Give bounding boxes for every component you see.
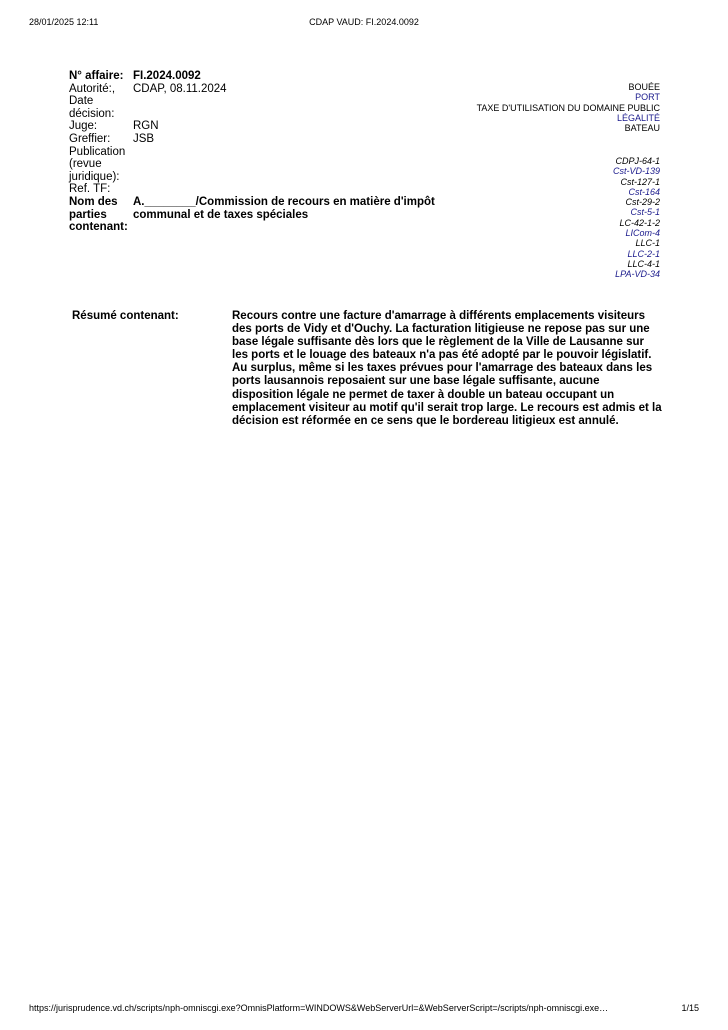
- norm-link[interactable]: Cst-164: [628, 186, 660, 197]
- keyword-item: TAXE D'UTILISATION DU DOMAINE PUBLIC: [476, 102, 660, 113]
- meta-row-parties: [69, 196, 443, 234]
- judge-value: RGN: [133, 120, 159, 133]
- meta-row-case-number: [69, 70, 443, 83]
- print-url: https://jurisprudence.vd.ch/scripts/nph-omniscgi.exe?OmnisPlatform=WINDOWS&WebServerUrl=&WebServerScript=/scripts/nph-omniscgi.exe…: [29, 1003, 609, 1013]
- case-metadata: [69, 70, 443, 234]
- norm-item: Cst-127-1: [620, 176, 660, 187]
- ref-tf-value: [133, 183, 443, 196]
- clerk-value: JSB: [133, 132, 155, 145]
- case-number-label: N° affaire:: [69, 70, 124, 82]
- legal-norms-list: [613, 156, 660, 280]
- clerk-label: Greffier:: [69, 132, 111, 145]
- meta-row-authority: [69, 83, 443, 96]
- meta-row-publication: [69, 146, 443, 184]
- norm-link[interactable]: LPA-VD-34: [615, 269, 660, 280]
- keyword-link[interactable]: LÉGALITÉ: [616, 112, 660, 123]
- summary-text: Recours contre une facture d'amarrage à différents emplacements visiteurs des ports de Vidy et d'Ouchy. La facturation litigieuse ne repose pas sur une base légale suffisante dès lors que le règlement de la Ville de Lausanne sur les ports et le louage des bateaux n'a pas été adopté par le pouvoir législatif. Au surplus, même si les taxes prévues pour l'amarrage des bateaux dans les ports lausannois reposaient sur une base légale suffisante, aucune disposition légale ne permet de taxer à double un bateau occupant un emplacement visiteur au motif qu'il serait trop large. Le recours est admis et la décision est réformée en ce sens que le bordereau litigieux est annulé.: [232, 310, 662, 427]
- norm-item: Cst-29-2: [625, 197, 660, 208]
- judge-label: Juge:: [69, 120, 98, 133]
- norm-link[interactable]: Cst-5-1: [630, 207, 660, 218]
- keyword-item: BOUÉE: [628, 82, 660, 92]
- print-title: CDAP VAUD: FI.2024.0092: [309, 17, 419, 27]
- meta-row-judge: [69, 120, 443, 133]
- norm-item: CDPJ-64-1: [615, 156, 660, 166]
- publication-label: Publication (revue juridique):: [69, 145, 126, 183]
- authority-label: Autorité:,: [69, 82, 116, 95]
- norm-link[interactable]: LICom-4: [625, 228, 660, 239]
- decision-date-label: Date décision:: [69, 95, 115, 120]
- norm-item: LC-42-1-2: [619, 217, 660, 228]
- keyword-list: [477, 82, 660, 133]
- norm-link[interactable]: Cst-VD-139: [612, 166, 660, 177]
- ref-tf-label: Ref. TF:: [69, 183, 111, 196]
- decision-date-value: [133, 95, 443, 120]
- parties-label: Nom des parties contenant:: [69, 195, 128, 234]
- norm-item: LLC-4-1: [627, 258, 660, 269]
- parties-value: A.________/Commission de recours en matière d'impôt communal et de taxes spéciales: [133, 195, 435, 221]
- meta-row-ref-tf: [69, 183, 443, 196]
- authority-value: CDAP, 08.11.2024: [133, 82, 227, 95]
- summary-label: Résumé contenant:: [72, 310, 179, 322]
- print-datetime: 28/01/2025 12:11: [29, 17, 99, 27]
- page-number: 1/15: [681, 1003, 699, 1013]
- keyword-item: BATEAU: [624, 123, 660, 134]
- meta-row-decision-date: [69, 95, 443, 120]
- case-number-value: FI.2024.0092: [133, 70, 201, 82]
- keyword-link[interactable]: PORT: [635, 92, 660, 103]
- norm-link[interactable]: LLC-2-1: [627, 248, 660, 259]
- norm-item: LLC-1: [635, 238, 660, 249]
- publication-value: [133, 146, 443, 184]
- meta-row-clerk: [69, 133, 443, 146]
